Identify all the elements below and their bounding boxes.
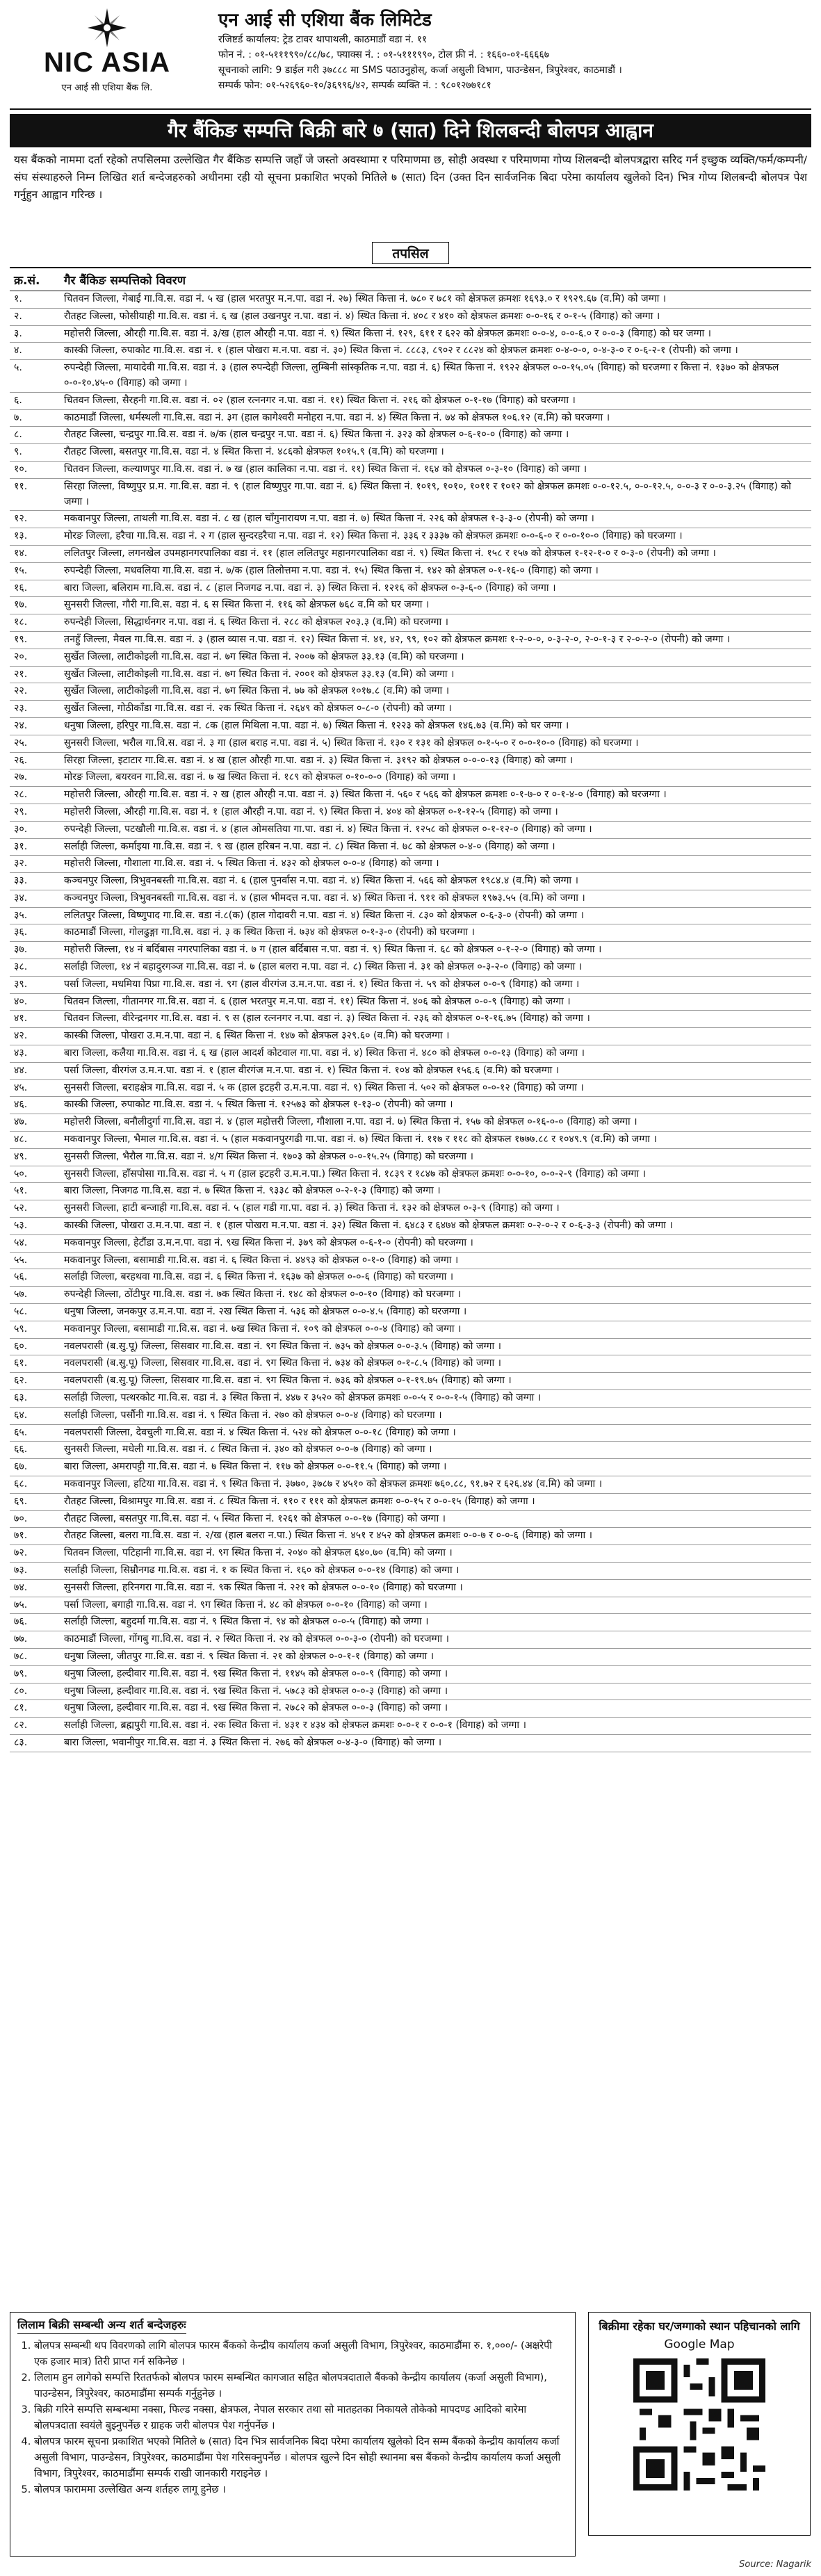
row-description: बारा जिल्ला, भवानीपुर गा.वि.स. वडा नं. ३ स्थित कित्ता नं. २७६ को क्षेत्रफल ०-४-३-० (विगाह) को जग्गा ।: [60, 1734, 811, 1752]
table-row: [10, 1700, 811, 1718]
table-row: [10, 1028, 811, 1045]
row-description: सुनसरी जिल्ला, हरिनगरा गा.वि.स. वडा नं. ९क स्थित कित्ता नं. २२१ को क्षेत्रफल ०-०-१० (विगाह) को घरजग्गा ।: [60, 1579, 811, 1597]
table-row: [10, 343, 811, 360]
row-description: सर्लाही जिल्ला, १४ नं बहादुरगञ्ज गा.वि.स. वडा नं. ७ (हाल बलरा न.पा. वडा नं. ८) स्थित कित्ता नं. ३१ को क्षेत्रफल ०-३-२-० (विगाह) को जग्गा ।: [60, 959, 811, 977]
table-row: [10, 1493, 811, 1510]
table-row: [10, 444, 811, 462]
row-description: सिरहा जिल्ला, इटाटार गा.वि.स. वडा नं. ४ ख (हाल औरही गा.पा. वडा नं. ३) स्थित कित्ता नं. ३१९२ को क्षेत्रफल ०-०-०-१३ (विगाह) को जग्गा ।: [60, 752, 811, 769]
row-serial: ६७.: [10, 1459, 60, 1476]
row-description: धनुषा जिल्ला, हल्दीवार गा.वि.स. वडा नं. ९ख स्थित कित्ता नं. ११४५ को क्षेत्रफल ०-०-९ (विगाह) को जग्गा ।: [60, 1665, 811, 1683]
table-row: [10, 631, 811, 649]
row-serial: ५७.: [10, 1287, 60, 1304]
row-serial: १२.: [10, 511, 60, 528]
table-row: [10, 1166, 811, 1183]
row-serial: ६५.: [10, 1424, 60, 1442]
row-serial: २६.: [10, 752, 60, 769]
row-description: मकवानपुर जिल्ला, भैमाल गा.वि.स. वडा नं. ५ (हाल मकवानपुरगढी गा.पा. वडा नं. ७) स्थित कित्ता नं. ११७ र ११८ को क्षेत्रफल १७७७.८८ र १०४९.९ (व.मि) को जग्गा ।: [60, 1132, 811, 1149]
table-row: [10, 1407, 811, 1424]
table-row: [10, 1562, 811, 1579]
row-serial: ६८.: [10, 1476, 60, 1493]
row-serial: १८.: [10, 614, 60, 632]
table-row: [10, 1373, 811, 1390]
table-row: [10, 1648, 811, 1665]
property-table-body: [10, 291, 811, 1752]
property-table: [10, 267, 811, 1752]
schedule-label: तपसिल: [372, 242, 448, 264]
row-description: रौतहट जिल्ला, बलरा गा.वि.स. वडा नं. २/ख (हाल बलरा न.पा.) स्थित कित्ता नं. ४५१ र ४५२ को क्षेत्रफल क्रमशः ०-०-७ र ०-०-६ (विगाह) को जग्गा ।: [60, 1528, 811, 1545]
row-description: चितवन जिल्ला, सैरहनी गा.वि.स. वडा नं. ०२ (हाल रत्ननगर न.पा. वडा नं. ११) स्थित कित्ता नं. २१६ को क्षेत्रफल ०-१-१७ (विगाह) को घरजग्गा ।: [60, 392, 811, 409]
row-serial: ७९.: [10, 1665, 60, 1683]
bank-logo: [38, 8, 177, 99]
table-row: [10, 1579, 811, 1597]
table-row: [10, 1718, 811, 1735]
table-row: [10, 1132, 811, 1149]
row-description: सर्लाही जिल्ला, बहुदर्मा गा.वि.स. वडा नं. ९ स्थित कित्ता नं. ९४ को क्षेत्रफल ०-०-५ (विगाह) को जग्गा ।: [60, 1614, 811, 1631]
table-row: [10, 1079, 811, 1097]
notice-page: [10, 4, 811, 2572]
row-description: मोरङ जिल्ला, बयरवन गा.वि.स. वडा नं. ७ ख स्थित कित्ता नं. १८९ को क्षेत्रफल ०-१०-०-० (विगाह) को जग्गा ।: [60, 769, 811, 787]
table-row: [10, 959, 811, 977]
table-row: [10, 1252, 811, 1269]
row-description: सिरहा जिल्ला, विष्णुपुर प्र.म. गा.वि.स. वडा नं. ९ (हाल विष्णुपुर गा.पा. वडा नं. ६) स्थित कित्ता नं. १०१९, १०१०, १०११ र १०१२ को क्षेत्रफल क्रमशः ०-०-१२.५, ०-०-१२.५, ०-०-३ र ०-०-३.२५ (विगाह) को जग्गा ।: [60, 478, 811, 511]
table-row: [10, 1665, 811, 1683]
row-serial: १९.: [10, 631, 60, 649]
row-description: मकवानपुर जिल्ला, हेटौंडा उ.म.न.पा. वडा नं. ९ख स्थित कित्ता नं. ३७९ को क्षेत्रफल ०-६-१-० (रोपनी) को घरजग्गा ।: [60, 1234, 811, 1252]
row-serial: ३८.: [10, 959, 60, 977]
row-description: बारा जिल्ला, निजगढ गा.वि.स. वडा नं. ७ स्थित कित्ता नं. ९३३८ को क्षेत्रफल ०-२-१-३ (विगाह) को जग्गा ।: [60, 1183, 811, 1200]
row-serial: ७३.: [10, 1562, 60, 1579]
table-row: [10, 427, 811, 444]
table-row: [10, 291, 811, 309]
row-serial: ६३.: [10, 1390, 60, 1408]
table-row: [10, 360, 811, 393]
row-serial: ५६.: [10, 1269, 60, 1287]
row-serial: ७६.: [10, 1614, 60, 1631]
table-row: [10, 597, 811, 614]
row-description: सुनसरी जिल्ला, हाँसपोसा गा.वि.स. वडा नं. ५ ग (हाल इटहरी उ.म.न.पा.) स्थित कित्ता नं. १८३९ र १८४७ को क्षेत्रफल क्रमशः ०-०-१०, ०-०-२-९ (विगाह) को जग्गा ।: [60, 1166, 811, 1183]
table-row: [10, 461, 811, 478]
table-row: [10, 701, 811, 718]
row-serial: २९.: [10, 804, 60, 821]
table-row: [10, 804, 811, 821]
table-row: [10, 1114, 811, 1132]
terms-item: 4. बोलपत्र फारम सूचना प्रकाशित भएको मितिले ७ (सात) दिन भित्र सार्वजनिक बिदा परेमा कार्यालय खुलेको दिन सम्म बैंकको केन्द्रीय कार्यालय कर्जा असुली विभाग, पाउन्डेसन, त्रिपुरेश्वर, काठमाडौंमा पेश गरिसक्नुपर्नेछ । बोलपत्र खुल्ने दिन सोही स्थानमा बस बैंकको केन्द्रीय कार्यालय कर्जा असुली विभाग, त्रिपुरेश्वर, काठमाडौंमा सम्पर्क राखी जानकारी गराइनेछ ।: [34, 2434, 568, 2482]
terms-item: 1. बोलपत्र सम्बन्धी थप विवरणको लागि बोलपत्र फारम बैंकको केन्द्रीय कार्यालय कर्जा असुली विभाग, त्रिपुरेश्वर, काठमाडौंमा रु. १,०००/- (अक्षरेपी एक हजार मात्र) तिरी प्राप्त गर्न सकिनेछ ।: [34, 2338, 568, 2370]
intro-paragraph: यस बैंकको नाममा दर्ता रहेको तपसिलमा उल्लेखित गैर बैंकिङ सम्पत्ति जहाँ जे जस्तो अवस्थामा र परिमाणमा छ, सोही अवस्था र परिमाणमा गोप्य शिलबन्दी बोलपत्रद्वारा सरिद गर्न इच्छुक व्यक्ति/फर्म/कम्पनी/संघ संस्थाहरुले निम्न लिखित शर्त बन्देजहरुको अधीनमा रही यो सूचना प्रकाशित भएको मितिले ७ (सात) दिन (उक्त दिन सार्वजनिक बिदा परेमा कार्यालय खुलेको दिन) भित्र गोप्य शिलबन्दी बोलपत्र पेश गर्नुहुन आह्वान गरिन्छ ।: [14, 154, 807, 201]
row-description: कास्की जिल्ला, रुपाकोट गा.वि.स. वडा नं. १ (हाल पोखरा म.न.पा. वडा नं. ३०) स्थित कित्ता नं. ८८८३, ८९०२ र ८८२४ को क्षेत्रफल क्रमशः ०-४-०-०, ०-४-३-० र ०-६-२-१ (रोपनी) को जग्गा ।: [60, 343, 811, 360]
row-description: नवलपरासी (ब.सु.पू) जिल्ला, सिसवार गा.वि.स. वडा नं. ९ग स्थित कित्ता नं. ७३६ को क्षेत्रफल ०-१-१९.७५ (विगाह) को जग्गा ।: [60, 1373, 811, 1390]
row-serial: ५२.: [10, 1200, 60, 1218]
row-serial: १३.: [10, 528, 60, 546]
row-serial: ३९.: [10, 976, 60, 993]
table-row: [10, 1459, 811, 1476]
logo-wordmark: NIC ASIA: [43, 47, 171, 78]
row-serial: १.: [10, 291, 60, 309]
row-description: ललितपुर जिल्ला, लगनखेल उपमहानगरपालिका वडा नं. ११ (हाल ललितपुर महानगरपालिका वडा नं. ९) स्थित कित्ता नं. १५८ र १५७ को क्षेत्रफल १-१२-१-० र ०-३-० (रोपनी) को जग्गा ।: [60, 545, 811, 562]
row-serial: ५१.: [10, 1183, 60, 1200]
table-row: [10, 325, 811, 343]
row-description: धनुषा जिल्ला, हरिपुर गा.वि.स. वडा नं. ८क (हाल मिथिला न.पा. वडा नं. ७) स्थित कित्ता नं. १२२३ को क्षेत्रफल १४६.७३ (व.मि) को घर जग्गा ।: [60, 717, 811, 735]
terms-item: 5. बोलपत्र फाराममा उल्लेखित अन्य शर्तहरु लागू हुनेछ ।: [34, 2482, 568, 2498]
row-description: मकवानपुर जिल्ला, ताथली गा.वि.स. वडा नं. ८ ख (हाल चाँगुनारायण न.पा. वडा नं. ७) स्थित कित्ता नं. २२६ को क्षेत्रफल १-३-३-० (रोपनी) को जग्गा ।: [60, 511, 811, 528]
table-row: [10, 392, 811, 409]
row-serial: ११.: [10, 478, 60, 511]
notice-footer: [10, 2312, 811, 2572]
table-row: [10, 907, 811, 924]
row-serial: १५.: [10, 562, 60, 580]
row-serial: १७.: [10, 597, 60, 614]
row-serial: २२.: [10, 683, 60, 701]
row-serial: ३६.: [10, 924, 60, 942]
row-description: महोत्तरी जिल्ला, १४ नं बर्दिबास नगरपालिका वडा नं. ७ ग (हाल बर्दिबास न.पा. वडा नं. ९) स्थित कित्ता नं. ६८ को क्षेत्रफल ०-१-२-० (विगाह) को जग्गा ।: [60, 942, 811, 959]
row-serial: २७.: [10, 769, 60, 787]
row-description: कञ्चनपुर जिल्ला, त्रिभुवनबस्ती गा.वि.स. वडा नं. ४ (हाल भीमदत्त न.पा. वडा नं. ४) स्थित कित्ता नं. ९११ को क्षेत्रफल १९७३.५५ (व.मि) को जग्गा ।: [60, 890, 811, 907]
row-serial: ७८.: [10, 1648, 60, 1665]
row-description: मकवानपुर जिल्ला, बसामाडी गा.वि.स. वडा नं. ६ स्थित कित्ता नं. ४४९३ को क्षेत्रफल ०-१-० (विगाह) को जग्गा ।: [60, 1252, 811, 1269]
row-serial: ४२.: [10, 1028, 60, 1045]
row-serial: ५३.: [10, 1218, 60, 1235]
row-serial: २१.: [10, 666, 60, 683]
row-description: कञ्चनपुर जिल्ला, त्रिभुवनबस्ती गा.वि.स. वडा नं. ६ (हाल पुनर्वास न.पा. वडा नं. ४) स्थित कित्ता नं. ५६६ को क्षेत्रफल १९८४.४ (व.मि) को जग्गा ।: [60, 873, 811, 890]
row-description: रुपन्देही जिल्ला, मधवलिया गा.वि.स. वडा नं. ७/क (हाल तिलोत्तमा न.पा. वडा नं. १५) स्थित कित्ता नं. १४२ को क्षेत्रफल ०-१-१६-० (विगाह) को जग्गा ।: [60, 562, 811, 580]
phone-line: फोन नं. : ०१-५१११९९०/८८/७८, फ्याक्स नं. : ०१-५१११९९०, टोल फ्री नं. : १६६०-०१-६६६६७: [218, 49, 550, 60]
table-row: [10, 993, 811, 1011]
table-row: [10, 1338, 811, 1355]
table-row: [10, 1597, 811, 1614]
table-row: [10, 1545, 811, 1563]
row-serial: ५५.: [10, 1252, 60, 1269]
row-description: रुपन्देही जिल्ला, ठोंटीपुर गा.वि.स. वडा नं. ७क स्थित कित्ता नं. १४८ को क्षेत्रफल ०-०-१० (विगाह) को घरजग्गा ।: [60, 1287, 811, 1304]
row-description: कास्की जिल्ला, पोखरा उ.म.न.पा. वडा नं. ६ स्थित कित्ता नं. १४७ को क्षेत्रफल ३२९.६० (व.मि) को घरजग्गा ।: [60, 1028, 811, 1045]
row-description: मोरङ जिल्ला, हरैचा गा.वि.स. वडा नं. २ ग (हाल सुन्दरहरैचा न.पा. वडा नं. १२) स्थित कित्ता नं. ३३६ र ३३३७ को क्षेत्रफल क्रमशः ०-०-६-० र ०-०-१०-० (विगाह) को घरजग्गा ।: [60, 528, 811, 546]
row-description: रुपन्देही जिल्ला, पटखौली गा.वि.स. वडा नं. ४ (हाल ओमसतिया गा.पा. वडा नं. ४) स्थित कित्ता नं. १२५८ को क्षेत्रफल ०-१-१२-० (विगाह) को जग्गा ।: [60, 821, 811, 838]
row-serial: ६१.: [10, 1355, 60, 1373]
table-row: [10, 1287, 811, 1304]
row-description: नवलपरासी (ब.सु.पू) जिल्ला, सिसवार गा.वि.स. वडा नं. ९ग स्थित कित्ता नं. ७३४ को क्षेत्रफल ०-१-८.५ (विगाह) को जग्गा ।: [60, 1355, 811, 1373]
table-row: [10, 1424, 811, 1442]
row-description: सर्लाही जिल्ला, ब्रह्मपुरी गा.वि.स. वडा नं. २क स्थित कित्ता नं. ४३१ र ४३४ को क्षेत्रफल क्रमशः ०-०-१ र ०-०-१ (विगाह) को जग्गा ।: [60, 1718, 811, 1735]
table-row: [10, 976, 811, 993]
row-description: महोत्तरी जिल्ला, औरही गा.वि.स. वडा नं. २ ख (हाल औरही न.पा. वडा नं. ३) स्थित कित्ता नं. ५६० र ५६६ को क्षेत्रफल क्रमशः ०-१-७-० र ०-१-४-० (विगाह) को घरजग्गा ।: [60, 787, 811, 804]
row-serial: ८०.: [10, 1683, 60, 1700]
row-description: सर्लाही जिल्ला, सिम्रौनगढ गा.वि.स. वडा नं. १ क स्थित कित्ता नं. १६० को क्षेत्रफल ०-०-१४ (विगाह) को जग्गा ।: [60, 1562, 811, 1579]
row-description: सर्लाही जिल्ला, बरहथवा गा.वि.स. वडा नं. ६ स्थित कित्ता नं. १६३७ को क्षेत्रफल ०-०-६ (विगाह) को घरजग्गा ।: [60, 1269, 811, 1287]
bank-contact-info: [218, 8, 802, 93]
registered-office: रजिष्टर्ड कार्यालय: ट्रेड टावर थापाथली, काठमाडौं वडा नं. ११: [218, 34, 428, 45]
table-row: [10, 1200, 811, 1218]
row-description: सुर्खेत जिल्ला, लाटीकोइली गा.वि.स. वडा नं. ७ग स्थित कित्ता नं. २००१ को क्षेत्रफल ३३.१३ (व.मि) को जग्गा ।: [60, 666, 811, 683]
row-serial: ८.: [10, 427, 60, 444]
row-serial: २३.: [10, 701, 60, 718]
table-row: [10, 1442, 811, 1459]
row-description: पर्सा जिल्ला, मधमिया पिप्रा गा.वि.स. वडा नं. ९ग (हाल वीरगंज उ.म.न.पा. वडा नं. १) स्थित कित्ता नं. ५९ को क्षेत्रफल ०-०-९ (विगाह) को जग्गा ।: [60, 976, 811, 993]
row-serial: २०.: [10, 649, 60, 666]
row-serial: ५.: [10, 360, 60, 393]
table-row: [10, 1321, 811, 1338]
map-qr-box: [588, 2312, 811, 2536]
row-serial: १६.: [10, 580, 60, 597]
row-serial: ७२.: [10, 1545, 60, 1563]
row-description: धनुषा जिल्ला, हल्दीवार गा.वि.स. वडा नं. ९ख स्थित कित्ता नं. २७८२ को क्षेत्रफल ०-०-३ (विगाह) को जग्गा ।: [60, 1700, 811, 1718]
star-logo-icon: [88, 8, 127, 47]
row-description: बारा जिल्ला, कलैया गा.वि.स. वडा नं. ६ ख (हाल आदर्श कोटवाल गा.पा. वडा नं. ४) स्थित कित्ता नं. ४८० को क्षेत्रफल ०-०-१३ (विगाह) को जग्गा ।: [60, 1045, 811, 1063]
row-serial: २८.: [10, 787, 60, 804]
terms-title: लिलाम बिक्री सम्बन्धी अन्य शर्त बन्देजहरुः: [17, 2317, 186, 2334]
row-description: सर्लाही जिल्ला, पत्थरकोट गा.वि.स. वडा नं. ३ स्थित कित्ता नं. ४४७ र ३५२० को क्षेत्रफल क्रमशः ०-०-५ र ०-०-१-५ (विगाह) को जग्गा ।: [60, 1390, 811, 1408]
row-description: कास्की जिल्ला, पोखरा उ.म.न.पा. वडा नं. १ (हाल पोखरा म.न.पा. वडा नं. ३२) स्थित कित्ता नं. ६४८३ र ६४७४ को क्षेत्रफल क्रमशः ०-२-०-२ र ०-६-३-३ (रोपनी) को जग्गा ।: [60, 1218, 811, 1235]
row-serial: ८२.: [10, 1718, 60, 1735]
terms-item: 2. लिलाम हुन लागेको सम्पत्ति रिततर्फको बोलपत्र फारम सम्बन्धित कागजात सहित बोलपत्रदाताले बैंकको केन्द्रीय कार्यालय (कर्जा असुली विभाग), पाउन्डेसन, त्रिपुरेश्वर, काठमाडौंमा सम्पर्क गर्नुहुनेछ ।: [34, 2370, 568, 2402]
table-row: [10, 1183, 811, 1200]
row-description: काठमाडौं जिल्ला, गोंगबु गा.वि.स. वडा नं. २ स्थित कित्ता नं. २४ को क्षेत्रफल ०-०-३-० (रोपनी) को घरजग्गा ।: [60, 1631, 811, 1649]
row-serial: ३१.: [10, 838, 60, 856]
table-header-row: [10, 268, 811, 291]
table-row: [10, 1011, 811, 1028]
table-row: [10, 735, 811, 752]
row-serial: ४४.: [10, 1062, 60, 1079]
map-heading: बिक्रीमा रहेका घर/जग्गाको स्थान पहिचानको लागि: [599, 2320, 800, 2333]
row-serial: ८१.: [10, 1700, 60, 1718]
row-description: सुर्खेत जिल्ला, गोठीकाँडा गा.वि.स. वडा नं. २क स्थित कित्ता नं. २६४९ को क्षेत्रफल ०-८-० (रोपनी) को जग्गा ।: [60, 701, 811, 718]
table-row: [10, 1734, 811, 1752]
row-description: रौतहट जिल्ला, बसतपुर गा.वि.स. वडा नं. ५ स्थित कित्ता नं. १२६१ को क्षेत्रफल ०-०-१७ (विगाह) को जग्गा ।: [60, 1510, 811, 1528]
row-serial: ३०.: [10, 821, 60, 838]
table-row: [10, 614, 811, 632]
table-row: [10, 752, 811, 769]
table-row: [10, 511, 811, 528]
row-serial: ७.: [10, 409, 60, 427]
row-serial: ७४.: [10, 1579, 60, 1597]
row-description: महोत्तरी जिल्ला, औरही गा.वि.स. वडा नं. ३/ख (हाल औरही न.पा. वडा नं. ९) स्थित कित्ता नं. १२९, ६११ र ६२२ को क्षेत्रफल क्रमशः ०-०-४, ०-०-६.० र ०-०-३ (विगाह) को घर जग्गा ।: [60, 325, 811, 343]
row-description: धनुषा जिल्ला, जनकपुर उ.म.न.पा. वडा नं. २ख स्थित कित्ता नं. ५३६ को क्षेत्रफल ०-०-४.५ (विगाह) को घरजग्गा ।: [60, 1304, 811, 1321]
row-serial: ३३.: [10, 873, 60, 890]
row-description: चितवन जिल्ला, पटिहानी गा.वि.स. वडा नं. ९ग स्थित कित्ता नं. २०४० को क्षेत्रफल ६४०.७० (व.मि) को जग्गा ।: [60, 1545, 811, 1563]
row-description: पर्सा जिल्ला, बगाही गा.वि.स. वडा नं. ९ग स्थित कित्ता नं. ४८ को क्षेत्रफल ०-०-१० (विगाह) को जग्गा ।: [60, 1597, 811, 1614]
row-serial: ७५.: [10, 1597, 60, 1614]
row-serial: ४१.: [10, 1011, 60, 1028]
row-serial: ४५.: [10, 1079, 60, 1097]
table-row: [10, 942, 811, 959]
table-row: [10, 1304, 811, 1321]
row-description: सुर्खेत जिल्ला, लाटीकोइली गा.वि.स. वडा नं. ७ग स्थित कित्ता नं. २००७ को क्षेत्रफल ३३.१३ (व.मि) को घरजग्गा ।: [60, 649, 811, 666]
notice-header: [10, 4, 811, 110]
row-serial: २४.: [10, 717, 60, 735]
row-description: महोत्तरी जिल्ला, औरही गा.वि.स. वडा नं. १ (हाल औरही न.पा. वडा नं. ९) स्थित कित्ता नं. ४०४ को क्षेत्रफल ०-१-१२-५ (विगाह) को जग्गा ।: [60, 804, 811, 821]
row-serial: ४.: [10, 343, 60, 360]
qr-code-icon[interactable]: [633, 2358, 765, 2491]
map-label: Google Map: [664, 2338, 735, 2351]
source-credit: Source: Nagarik: [739, 2559, 811, 2570]
table-row: [10, 1631, 811, 1649]
row-serial: ४७.: [10, 1114, 60, 1132]
row-description: रौतहट जिल्ला, विश्रामपुर गा.वि.स. वडा नं. ८ स्थित कित्ता नं. ११० र १११ को क्षेत्रफल क्रमशः ०-०-१५ र ०-०-१५ (विगाह) को जग्गा ।: [60, 1493, 811, 1510]
row-serial: ३७.: [10, 942, 60, 959]
row-serial: ५९.: [10, 1321, 60, 1338]
row-description: सर्लाही जिल्ला, पर्सौनी गा.वि.स. वडा नं. ९ स्थित कित्ता नं. २७० को क्षेत्रफल ०-०-४ (विगाह) को घरजग्गा ।: [60, 1407, 811, 1424]
row-description: मकवानपुर जिल्ला, हटिया गा.वि.स. वडा नं. ९ स्थित कित्ता नं. ३७७०, ३७८७ र ४५१० को क्षेत्रफल क्रमशः ७६०.८८, ९१.७२ र ६२६.४४ (व.मि) को जग्गा ।: [60, 1476, 811, 1493]
table-row: [10, 478, 811, 511]
bank-name: एन आई सी एशिया बैंक लिमिटेड: [218, 10, 432, 31]
row-description: काठमाडौं जिल्ला, धर्मस्थली गा.वि.स. वडा नं. ३ग (हाल कागेश्वरी मनोहरा न.पा. वडा नं. ४) स्थित कित्ता नं. ७४ को क्षेत्रफल १०६.१२ (व.मि) को घरजग्गा ।: [60, 409, 811, 427]
row-serial: ६०.: [10, 1338, 60, 1355]
row-description: बारा जिल्ला, बलिराम गा.वि.स. वडा नं. ८ (हाल निजगढ न.पा. वडा नं. ३) स्थित कित्ता नं. १२१६ को क्षेत्रफल ०-३-६-० (विगाह) को जग्गा ।: [60, 580, 811, 597]
row-serial: ७७.: [10, 1631, 60, 1649]
row-description: नवलपरासी (ब.सु.पू) जिल्ला, सिसवार गा.वि.स. वडा नं. ९ग स्थित कित्ता नं. ७३५ को क्षेत्रफल ०-०-३.५ (विगाह) को जग्गा ।: [60, 1338, 811, 1355]
row-description: मकवानपुर जिल्ला, बसामाडी गा.वि.स. वडा नं. ७ख स्थित कित्ता नं. १०९ को क्षेत्रफल ०-०-४ (विगाह) को जग्गा ।: [60, 1321, 811, 1338]
row-serial: ७०.: [10, 1510, 60, 1528]
table-row: [10, 1510, 811, 1528]
table-row: [10, 1218, 811, 1235]
row-serial: ५८.: [10, 1304, 60, 1321]
row-serial: ४९.: [10, 1148, 60, 1166]
row-serial: ३.: [10, 325, 60, 343]
row-serial: ९.: [10, 444, 60, 462]
row-serial: ६४.: [10, 1407, 60, 1424]
row-serial: ६२.: [10, 1373, 60, 1390]
row-serial: २५.: [10, 735, 60, 752]
row-description: सुनसरी जिल्ला, भरौल गा.वि.स. वडा नं. ३ गा (हाल बराह न.पा. वडा नं. ५) स्थित कित्ता नं. १३० र १३१ को क्षेत्रफल ०-१-५-० र ०-०-१०-० (विगाह) को घरजग्गा ।: [60, 735, 811, 752]
table-row: [10, 545, 811, 562]
row-serial: ४०.: [10, 993, 60, 1011]
table-row: [10, 683, 811, 701]
col-header-description: गैर बैंकिङ सम्पत्तिको विवरण: [60, 268, 811, 291]
row-serial: ३२.: [10, 856, 60, 873]
row-description: सुनसरी जिल्ला, मधेली गा.वि.स. वडा नं. ८ स्थित कित्ता नं. ३४० को क्षेत्रफल ०-०-७ (विगाह) को जग्गा ।: [60, 1442, 811, 1459]
terms-box: [10, 2312, 576, 2557]
table-row: [10, 1234, 811, 1252]
table-row: [10, 1683, 811, 1700]
row-serial: ७१.: [10, 1528, 60, 1545]
row-description: रुपन्देही जिल्ला, सिद्धार्थनगर न.पा. वडा नं. ६ स्थित कित्ता नं. २८८ को क्षेत्रफल २०३.३ (व.मि) को घरजग्गा ।: [60, 614, 811, 632]
row-description: तनहुँ जिल्ला, मैवल गा.वि.स. वडा नं. ३ (हाल व्यास न.पा. वडा नं. १२) स्थित कित्ता नं. ४१, ४२, ९९, १०२ को क्षेत्रफल क्रमशः १-२-०-०, ०-३-२-०, २-०-१-३ र २-०-२-० (रोपनी) को जग्गा ।: [60, 631, 811, 649]
logo-subtitle: एन आई सी एशिया बैंक लि.: [61, 83, 153, 93]
table-row: [10, 717, 811, 735]
table-row: [10, 1097, 811, 1114]
row-description: नवलपरासी जिल्ला, देवचुली गा.वि.स. वडा नं. ४ स्थित कित्ता नं. ५२४ को क्षेत्रफल ०-०-१८ (विगाह) को जग्गा ।: [60, 1424, 811, 1442]
row-serial: ४६.: [10, 1097, 60, 1114]
row-serial: ४३.: [10, 1045, 60, 1063]
row-serial: ५४.: [10, 1234, 60, 1252]
row-description: सुनसरी जिल्ला, भैरौल गा.वि.स. वडा नं. ४/ग स्थित कित्ता नं. १७०३ को क्षेत्रफल ०-०-१५.२५ (विगाह) को घरजग्गा ।: [60, 1148, 811, 1166]
row-description: बारा जिल्ला, अमरापट्टी गा.वि.स. वडा नं. ७ स्थित कित्ता नं. ११७ को क्षेत्रफल ०-०-११.५ (विगाह) को जग्गा ।: [60, 1459, 811, 1476]
table-row: [10, 1528, 811, 1545]
row-serial: ४८.: [10, 1132, 60, 1149]
table-row: [10, 890, 811, 907]
row-description: धनुषा जिल्ला, जीतपुर गा.वि.स. वडा नं. ९ स्थित कित्ता नं. २१ को क्षेत्रफल ०-०-१-१ (विगाह) को जग्गा ।: [60, 1648, 811, 1665]
table-row: [10, 562, 811, 580]
row-serial: ८३.: [10, 1734, 60, 1752]
row-serial: ५०.: [10, 1166, 60, 1183]
contact-line: सम्पर्क फोन: ०१-५२६९६०-१०/३६९९६/४२, सम्पर्क व्यक्ति नं. : ९८०१२७७१८१: [218, 80, 491, 91]
row-description: महोत्तरी जिल्ला, बनौलीदुर्गा गा.वि.स. वडा नं. ४ (हाल महोत्तरी जिल्ला, गौशाला न.पा. वडा नं. ७) स्थित कित्ता नं. १५७ को क्षेत्रफल ०-१६-०-० (विगाह) को जग्गा ।: [60, 1114, 811, 1132]
table-row: [10, 1269, 811, 1287]
terms-list: [17, 2338, 568, 2498]
terms-item: 3. बिक्री गरिने सम्पत्ति सम्बन्धमा नक्सा, फिल्ड नक्सा, क्षेत्रफल, नेपाल सरकार तथा सो मातहतका निकायले तोकेको मापदण्ड आदिको बारेमा बोलपत्रदाता स्वयंले बुझ्नुपर्नेछ र ग्राहक जरी बोलपत्र पेश गर्नुपर्नेछ ।: [34, 2402, 568, 2434]
row-description: सर्लाही जिल्ला, कर्माइया गा.वि.स. वडा नं. ९ ख (हाल हरिबन न.पा. वडा नं. ८) स्थित कित्ता नं. ७८ को क्षेत्रफल ०-४-० (विगाह) को जग्गा ।: [60, 838, 811, 856]
row-description: चितवन जिल्ला, गेबाई गा.वि.स. वडा नं. ५ ख (हाल भरतपुर म.न.पा. वडा नं. २७) स्थित कित्ता नं. ७८० र ७८१ को क्षेत्रफल क्रमशः १६९३.० र १९२९.६७ (व.मि) को जग्गा ।: [60, 291, 811, 309]
row-serial: २.: [10, 308, 60, 325]
table-row: [10, 821, 811, 838]
row-description: रौतहट जिल्ला, बसतपुर गा.वि.स. वडा नं. ४ स्थित कित्ता नं. ४८६को क्षेत्रफल १०१५.९ (व.मि) को घरजग्गा ।: [60, 444, 811, 462]
table-row: [10, 1390, 811, 1408]
row-description: महोत्तरी जिल्ला, गौशाला गा.वि.स. वडा नं. ५ स्थित कित्ता नं. ४३२ को क्षेत्रफल ०-०-४ (विगाह) को जग्गा ।: [60, 856, 811, 873]
table-row: [10, 1062, 811, 1079]
col-header-sn: क्र.सं.: [10, 268, 60, 291]
row-description: पर्सा जिल्ला, वीरगंज उ.म.न.पा. वडा नं. १ (हाल वीरगंज म.न.पा. वडा नं. १) स्थित कित्ता नं. १०४ को क्षेत्रफल १५६.६ (व.मि) को घरजग्गा ।: [60, 1062, 811, 1079]
table-row: [10, 1355, 811, 1373]
row-serial: १०.: [10, 461, 60, 478]
row-serial: ६.: [10, 392, 60, 409]
table-row: [10, 838, 811, 856]
table-row: [10, 528, 811, 546]
row-description: रौतहट जिल्ला, फोसीयाही गा.वि.स. वडा नं. ६ ख (हाल उखनपुर न.पा. वडा नं. ४) स्थित कित्ता नं. ४०८ र ४१० को क्षेत्रफल क्रमशः ०-०-१६ र ०-१-५ (विगाह) को जग्गा ।: [60, 308, 811, 325]
table-row: [10, 1045, 811, 1063]
row-description: सुनसरी जिल्ला, हाटी बन्जाही गा.वि.स. वडा नं. ५ (हाल गडी गा.पा. वडा नं. ३) स्थित कित्ता नं. १३२ को क्षेत्रफल ०-३-९ (विगाह) को जग्गा ।: [60, 1200, 811, 1218]
row-description: रुपन्देही जिल्ला, मायादेवी गा.वि.स. वडा नं. ३ (हाल रुपन्देही जिल्ला, लुम्बिनी सांस्कृतिक न.पा. वडा नं. ६) स्थित कित्ता नं. १९२२ क्षेत्रफल ०-०-१५.०५ (विगाह) को घरजग्गा र कित्ता नं. १३७० को क्षेत्रफल ०-०-१०.४५-० (विगाह) को जग्गा ।: [60, 360, 811, 393]
row-description: सुर्खेत जिल्ला, लाटीकोइली गा.वि.स. वडा नं. ७ग स्थित कित्ता नं. ७७ को क्षेत्रफल १०१७.८ (व.मि) को जग्गा ।: [60, 683, 811, 701]
row-description: चितवन जिल्ला, वीरेन्द्रनगर गा.वि.स. वडा नं. ९ स (हाल रत्ननगर न.पा. वडा नं. ३) स्थित कित्ता नं. २३६ को क्षेत्रफल ०-१-१६.७५ (विगाह) को जग्गा ।: [60, 1011, 811, 1028]
row-description: ललितपुर जिल्ला, विष्णुपाद गा.वि.स. वडा नं.८(क) (हाल गोदावरी न.पा. वडा नं. ४) स्थित कित्ता नं. ८३० को क्षेत्रफल ०-६-३-० (रोपनी) को जग्गा ।: [60, 907, 811, 924]
row-serial: ६९.: [10, 1493, 60, 1510]
table-row: [10, 1476, 811, 1493]
sms-line: सूचनाको लागि: 9 डाईल गरी ३७८८८ मा SMS पठाउनुहोस्, कर्जा असुली विभाग, पाउन्डेसन, त्रिपुरेश्वर, काठमाडौं ।: [218, 65, 622, 76]
table-row: [10, 666, 811, 683]
row-description: धनुषा जिल्ला, हल्दीवार गा.वि.स. वडा नं. ९ख स्थित कित्ता नं. ५७८३ को क्षेत्रफल ०-०-३ (विगाह) को जग्गा ।: [60, 1683, 811, 1700]
table-row: [10, 769, 811, 787]
table-row: [10, 580, 811, 597]
row-serial: ६६.: [10, 1442, 60, 1459]
notice-title: गैर बैंकिङ सम्पत्ति बिक्री बारे ७ (सात) दिने शिलबन्दी बोलपत्र आह्वान: [10, 114, 811, 147]
table-row: [10, 649, 811, 666]
row-description: सुनसरी जिल्ला, गौरी गा.वि.स. वडा नं. ६ स स्थित कित्ता नं. ११६ को क्षेत्रफल ७६८ व.मि को घर जग्गा ।: [60, 597, 811, 614]
row-serial: ३४.: [10, 890, 60, 907]
table-row: [10, 873, 811, 890]
row-description: रौतहट जिल्ला, चन्द्रपुर गा.वि.स. वडा नं. ७/क (हाल चन्द्रपुर न.पा. वडा नं. ६) स्थित कित्ता नं. ३२३ को क्षेत्रफल ०-६-१०-० (विगाह) को जग्गा ।: [60, 427, 811, 444]
row-serial: ३५.: [10, 907, 60, 924]
row-description: काठमाडौं जिल्ला, गोलढुङ्गा गा.वि.स. वडा नं. ३ क स्थित कित्ता नं. ७३४ को क्षेत्रफल ०-१-३-० (रोपनी) को घरजग्गा ।: [60, 924, 811, 942]
row-serial: १४.: [10, 545, 60, 562]
row-description: चितवन जिल्ला, गीतानगर गा.वि.स. वडा नं. ६ (हाल भरतपुर म.न.पा. वडा नं. ११) स्थित कित्ता नं. ४०६ को क्षेत्रफल ०-०-९ (विगाह) को जग्गा ।: [60, 993, 811, 1011]
table-row: [10, 409, 811, 427]
table-row: [10, 924, 811, 942]
table-row: [10, 856, 811, 873]
table-row: [10, 787, 811, 804]
table-row: [10, 1148, 811, 1166]
table-row: [10, 1614, 811, 1631]
row-description: कास्की जिल्ला, रुपाकोट गा.वि.स. वडा नं. ५ स्थित कित्ता नं. १२५७३ को क्षेत्रफल १-१३-० (रोपनी) को जग्गा ।: [60, 1097, 811, 1114]
row-description: सुनसरी जिल्ला, बराहक्षेत्र गा.वि.स. वडा नं. ५ क (हाल इटहरी उ.म.न.पा. वडा नं. ९) स्थित कित्ता नं. ५०२ को क्षेत्रफल ०-०-१२ (विगाह) को जग्गा ।: [60, 1079, 811, 1097]
table-row: [10, 308, 811, 325]
row-description: चितवन जिल्ला, कल्याणपुर गा.वि.स. वडा नं. ७ ख (हाल कालिका न.पा. वडा नं. ११) स्थित कित्ता नं. १६४ को क्षेत्रफल ०-३-१० (विगाह) को जग्गा ।: [60, 461, 811, 478]
